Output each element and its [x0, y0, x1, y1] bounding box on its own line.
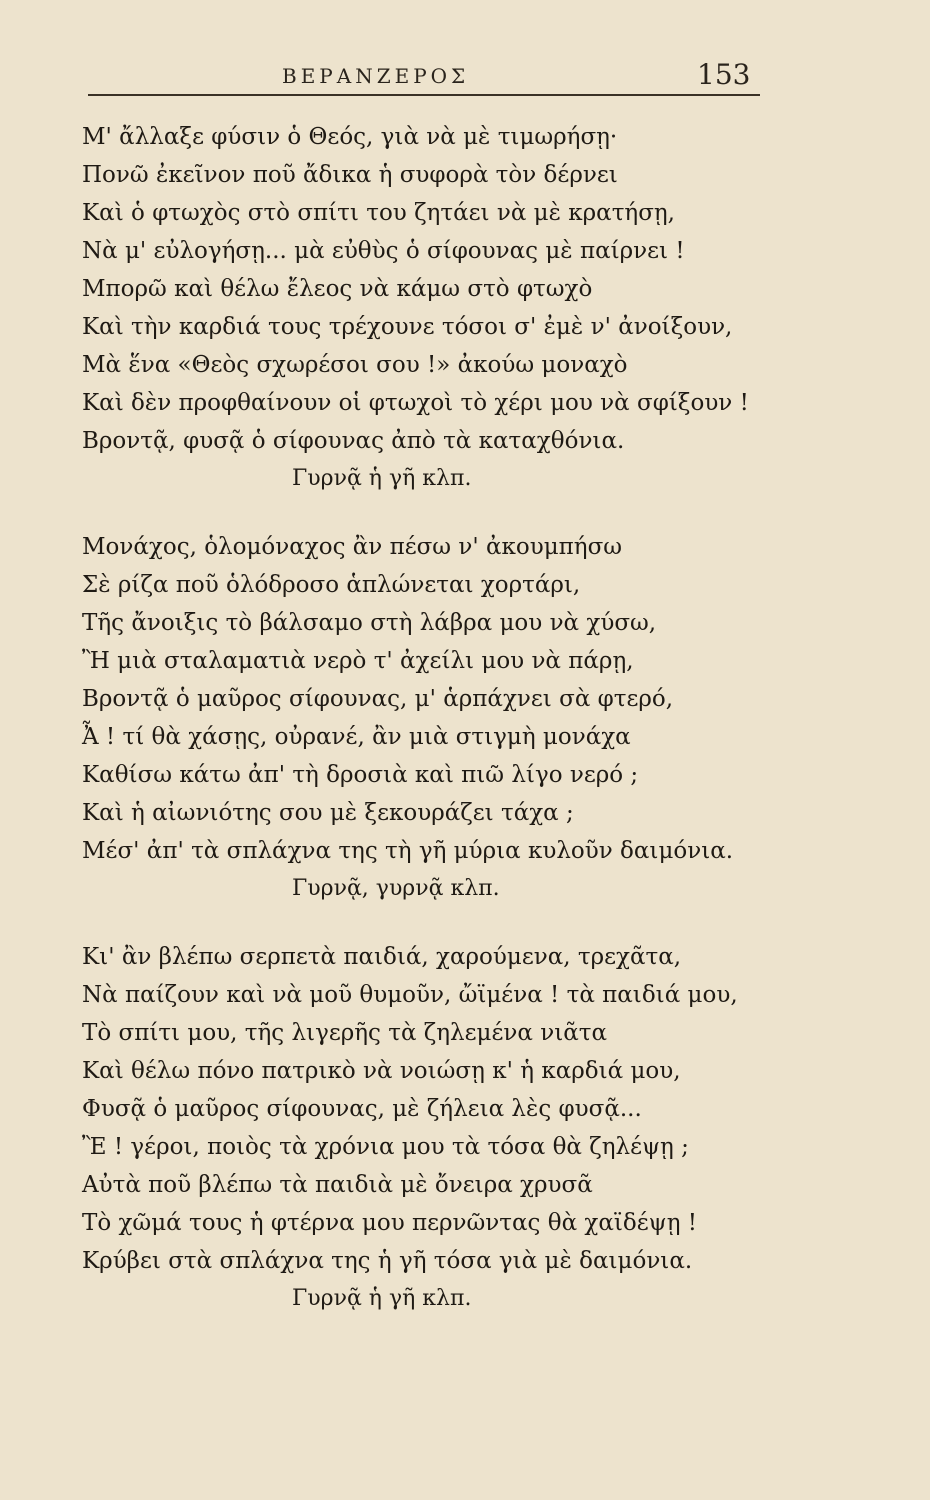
page-number: 153 — [697, 58, 751, 91]
verse-line: Μ' ἄλλαξε φύσιν ὁ Θεός, γιὰ νὰ μὲ τιμωρήσῃ· — [82, 124, 618, 150]
verse-line: Καὶ δὲν προφθαίνουν οἱ φτωχοὶ τὸ χέρι μου νὰ σφίξουν ! — [82, 390, 749, 416]
page-header — [0, 58, 930, 98]
poem-body — [0, 118, 930, 1348]
verse-line: Νὰ παίζουν καὶ νὰ μοῦ θυμοῦν, ὤϊμένα ! τὰ παιδιά μου, — [82, 982, 738, 1008]
verse-line: Ἆ ! τί θὰ χάσῃς, οὐρανέ, ἂν μιὰ στιγμὴ μονάχα — [82, 724, 631, 750]
header-rule — [88, 94, 760, 96]
verse-line: Τῆς ἄνοιξις τὸ βάλσαμο στὴ λάβρα μου νὰ χύσω, — [82, 610, 657, 636]
verse-line: Καὶ ἡ αἰωνιότης σου μὲ ξεκουράζει τάχα ; — [82, 800, 574, 826]
stanza — [0, 118, 930, 498]
verse-line: Κι' ἂν βλέπω σερπετὰ παιδιά, χαρούμενα, τρεχᾶτα, — [82, 944, 682, 970]
verse-line: Μέσ' ἀπ' τὰ σπλάχνα της τὴ γῆ μύρια κυλοῦν δαιμόνια. — [82, 838, 734, 864]
verse-line: Ἒ ! γέροι, ποιὸς τὰ χρόνια μου τὰ τόσα θὰ ζηλέψῃ ; — [82, 1134, 689, 1160]
stanza — [0, 938, 930, 1318]
verse-line: Φυσᾷ ὁ μαῦρος σίφουνας, μὲ ζήλεια λὲς φυσᾷ... — [82, 1096, 642, 1122]
verse-line: Αὐτὰ ποῦ βλέπω τὰ παιδιὰ μὲ ὄνειρα χρυσᾶ — [82, 1172, 593, 1198]
verse-line: Σὲ ρίζα ποῦ ὁλόδροσο ἁπλώνεται χορτάρι, — [82, 572, 581, 598]
verse-line: Τὸ χῶμά τους ἡ φτέρνα μου περνῶντας θὰ χαϊδέψῃ ! — [82, 1210, 698, 1236]
running-title: ΒΕΡΑΝΖΕΡΟΣ — [282, 64, 470, 88]
verse-line: Καὶ τὴν καρδιά τους τρέχουνε τόσοι σ' ἐμὲ ν' ἀνοίξουν, — [82, 314, 733, 340]
verse-line: Καθίσω κάτω ἀπ' τὴ δροσιὰ καὶ πιῶ λίγο νερό ; — [82, 762, 639, 788]
stanza — [0, 528, 930, 908]
verse-line: Μπορῶ καὶ θέλω ἔλεος νὰ κάμω στὸ φτωχὸ — [82, 276, 593, 302]
verse-line: Κρύβει στὰ σπλάχνα της ἡ γῆ τόσα γιὰ μὲ δαιμόνια. — [82, 1248, 693, 1274]
verse-line: Νὰ μ' εὐλογήσῃ... μὰ εὐθὺς ὁ σίφουνας μὲ παίρνει ! — [82, 238, 685, 264]
verse-line: Μονάχος, ὁλομόναχος ἂν πέσω ν' ἀκουμπήσω — [82, 534, 623, 560]
refrain-line: Γυρνᾷ ἡ γῆ κλπ. — [292, 466, 472, 491]
verse-line: Ἢ μιὰ σταλαματιὰ νερὸ τ' ἀχείλι μου νὰ πάρῃ, — [82, 648, 634, 674]
verse-line: Βροντᾷ, φυσᾷ ὁ σίφουνας ἀπὸ τὰ καταχθόνια. — [82, 428, 625, 454]
verse-line: Μὰ ἕνα «Θεὸς σχωρέσοι σου !» ἀκούω μοναχὸ — [82, 352, 628, 378]
verse-line: Καὶ ὁ φτωχὸς στὸ σπίτι του ζητάει νὰ μὲ κρατήσῃ, — [82, 200, 675, 226]
verse-line: Καὶ θέλω πόνο πατρικὸ νὰ νοιώσῃ κ' ἡ καρδιά μου, — [82, 1058, 681, 1084]
refrain-line: Γυρνᾷ, γυρνᾷ κλπ. — [292, 876, 500, 901]
refrain-line: Γυρνᾷ ἡ γῆ κλπ. — [292, 1286, 472, 1311]
verse-line: Βροντᾷ ὁ μαῦρος σίφουνας, μ' ἁρπάχνει σὰ φτερό, — [82, 686, 674, 712]
verse-line: Πονῶ ἐκεῖνον ποῦ ἄδικα ἡ συφορὰ τὸν δέρνει — [82, 162, 618, 188]
verse-line: Τὸ σπίτι μου, τῆς λιγερῆς τὰ ζηλεμένα νιᾶτα — [82, 1020, 608, 1046]
